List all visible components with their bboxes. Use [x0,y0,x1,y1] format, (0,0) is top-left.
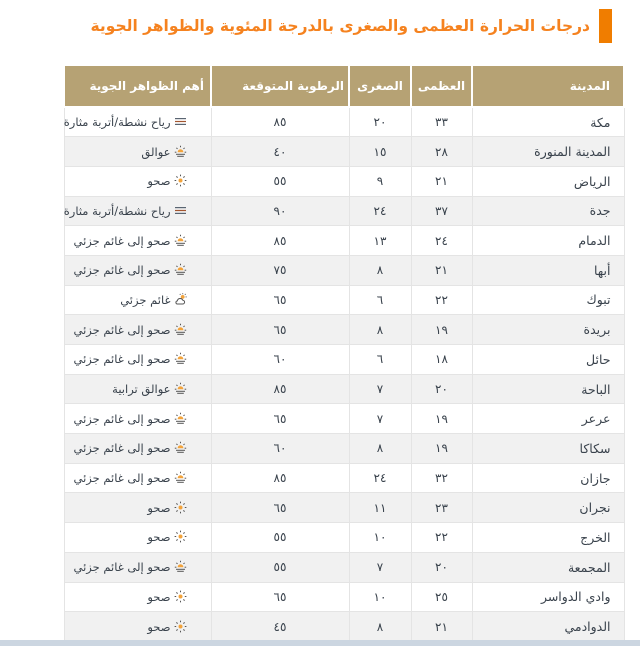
table-row [64,196,624,226]
max-temp-cell: ٢١ [411,612,472,642]
phenomenon-label: صحو [147,500,171,515]
phenomenon-label: عوالق ترابية [112,382,171,397]
table-row [64,552,624,582]
max-temp-cell: ٢١ [411,255,472,285]
humidity-cell: ٤٠ [211,137,349,167]
phenomenon-label: صحو [147,619,171,634]
city-cell: الباحة [472,374,624,404]
max-temp-cell: ٢١ [411,166,472,196]
partly-cloudy-icon [174,293,187,306]
max-temp-cell: ٢٠ [411,374,472,404]
phenomena-cell [64,315,211,345]
city-cell: الدمام [472,226,624,256]
phenomenon-label: صحو إلى غائم جزئي [73,441,171,456]
phenomena-cell [64,612,211,642]
phenomena-cell [64,345,211,375]
haze-sun-icon [174,441,187,454]
humidity-cell: ٥٥ [211,166,349,196]
city-cell: عرعر [472,404,624,434]
title-accent-bar [599,9,612,43]
table-row [64,166,624,196]
city-cell: الرياض [472,166,624,196]
humidity-cell: ٥٥ [211,523,349,553]
phenomena-cell [64,107,211,137]
phenomena-cell [64,226,211,256]
header-phenomena: أهم الظواهر الجوية [64,65,211,107]
sun-icon [174,174,187,187]
max-temp-cell: ٣٣ [411,107,472,137]
humidity-cell: ٦٠ [211,345,349,375]
phenomenon-label: رياح نشطة/أتربة مثارة [63,203,171,218]
haze-sun-icon [174,382,187,395]
table-row [64,107,624,137]
table-row [64,315,624,345]
humidity-cell: ٨٥ [211,226,349,256]
bottom-divider-bar [0,640,640,646]
header-max-temp: العظمى [411,65,472,107]
min-temp-cell: ١١ [349,493,411,523]
min-temp-cell: ١٥ [349,137,411,167]
phenomenon-label: غائم جزئي [120,292,171,307]
phenomenon-label: صحو إلى غائم جزئي [73,560,171,575]
table-row [64,255,624,285]
phenomena-cell [64,463,211,493]
haze-sun-icon [174,412,187,425]
weather-table-body [64,107,624,641]
humidity-cell: ٦٥ [211,493,349,523]
max-temp-cell: ٢٢ [411,285,472,315]
humidity-cell: ٧٥ [211,255,349,285]
phenomenon-label: صحو إلى غائم جزئي [73,322,171,337]
phenomena-cell [64,137,211,167]
max-temp-cell: ٢٤ [411,226,472,256]
phenomena-cell [64,166,211,196]
max-temp-cell: ٢٣ [411,493,472,523]
phenomena-cell [64,255,211,285]
sun-icon [174,501,187,514]
phenomenon-label: صحو إلى غائم جزئي [73,233,171,248]
humidity-cell: ٤٥ [211,612,349,642]
haze-sun-icon [174,323,187,336]
min-temp-cell: ٢٠ [349,107,411,137]
haze-sun-icon [174,145,187,158]
min-temp-cell: ٢٤ [349,196,411,226]
max-temp-cell: ٣٢ [411,463,472,493]
city-cell: أبها [472,255,624,285]
city-cell: الدوادمي [472,612,624,642]
humidity-cell: ٦٥ [211,315,349,345]
sun-icon [174,530,187,543]
city-cell: المدينة المنورة [472,137,624,167]
min-temp-cell: ٧ [349,404,411,434]
phenomena-cell [64,493,211,523]
min-temp-cell: ٢٤ [349,463,411,493]
table-header-row [64,65,624,107]
table-row [64,463,624,493]
phenomena-cell [64,434,211,464]
wind-dust-icon [174,115,187,128]
table-row [64,582,624,612]
city-cell: جازان [472,463,624,493]
city-cell: بريدة [472,315,624,345]
max-temp-cell: ٣٧ [411,196,472,226]
phenomenon-label: صحو [147,530,171,545]
haze-sun-icon [174,352,187,365]
phenomena-cell [64,523,211,553]
page-title: درجات الحرارة العظمى والصغرى بالدرجة المئوية والظواهر الجوية [90,17,590,35]
min-temp-cell: ٧ [349,552,411,582]
min-temp-cell: ١٣ [349,226,411,256]
min-temp-cell: ٨ [349,612,411,642]
phenomena-cell [64,285,211,315]
weather-table [63,64,625,642]
sun-icon [174,620,187,633]
humidity-cell: ٦٥ [211,582,349,612]
max-temp-cell: ١٩ [411,404,472,434]
humidity-cell: ٦٥ [211,404,349,434]
phenomenon-label: عوالق [141,144,171,159]
min-temp-cell: ٨ [349,434,411,464]
table-row [64,285,624,315]
max-temp-cell: ٢٢ [411,523,472,553]
min-temp-cell: ١٠ [349,523,411,553]
max-temp-cell: ١٨ [411,345,472,375]
header-humidity: الرطوبة المتوقعة [211,65,349,107]
phenomenon-label: رياح نشطة/أتربة مثارة [63,115,171,130]
header-min-temp: الصغرى [349,65,411,107]
min-temp-cell: ٧ [349,374,411,404]
header-city: المدينة [472,65,624,107]
humidity-cell: ٨٥ [211,374,349,404]
table-row [64,345,624,375]
phenomenon-label: صحو [147,589,171,604]
table-row [64,374,624,404]
wind-dust-icon [174,204,187,217]
city-cell: حائل [472,345,624,375]
phenomena-cell [64,374,211,404]
max-temp-cell: ١٩ [411,434,472,464]
min-temp-cell: ١٠ [349,582,411,612]
haze-sun-icon [174,263,187,276]
min-temp-cell: ٨ [349,255,411,285]
city-cell: وادي الدواسر [472,582,624,612]
city-cell: مكة [472,107,624,137]
humidity-cell: ٦٥ [211,285,349,315]
max-temp-cell: ٢٠ [411,552,472,582]
table-row [64,226,624,256]
phenomenon-label: صحو إلى غائم جزئي [73,471,171,486]
phenomenon-label: صحو إلى غائم جزئي [73,352,171,367]
table-row [64,493,624,523]
phenomena-cell [64,552,211,582]
phenomena-cell [64,196,211,226]
max-temp-cell: ١٩ [411,315,472,345]
phenomena-cell [64,404,211,434]
humidity-cell: ٦٠ [211,434,349,464]
humidity-cell: ٥٥ [211,552,349,582]
humidity-cell: ٨٥ [211,107,349,137]
humidity-cell: ٩٠ [211,196,349,226]
humidity-cell: ٨٥ [211,463,349,493]
min-temp-cell: ٨ [349,315,411,345]
table-row [64,612,624,642]
city-cell: تبوك [472,285,624,315]
table-row [64,434,624,464]
city-cell: الخرج [472,523,624,553]
city-cell: سكاكا [472,434,624,464]
table-row [64,404,624,434]
table-row [64,523,624,553]
min-temp-cell: ٩ [349,166,411,196]
phenomenon-label: صحو إلى غائم جزئي [73,263,171,278]
max-temp-cell: ٢٨ [411,137,472,167]
table-row [64,137,624,167]
max-temp-cell: ٢٥ [411,582,472,612]
haze-sun-icon [174,234,187,247]
sun-icon [174,590,187,603]
city-cell: جدة [472,196,624,226]
min-temp-cell: ٦ [349,285,411,315]
haze-sun-icon [174,471,187,484]
phenomenon-label: صحو [147,174,171,189]
phenomenon-label: صحو إلى غائم جزئي [73,411,171,426]
phenomena-cell [64,582,211,612]
city-cell: نجران [472,493,624,523]
min-temp-cell: ٦ [349,345,411,375]
page-header [0,8,612,44]
city-cell: المجمعة [472,552,624,582]
weather-table-container [65,64,625,642]
haze-sun-icon [174,560,187,573]
